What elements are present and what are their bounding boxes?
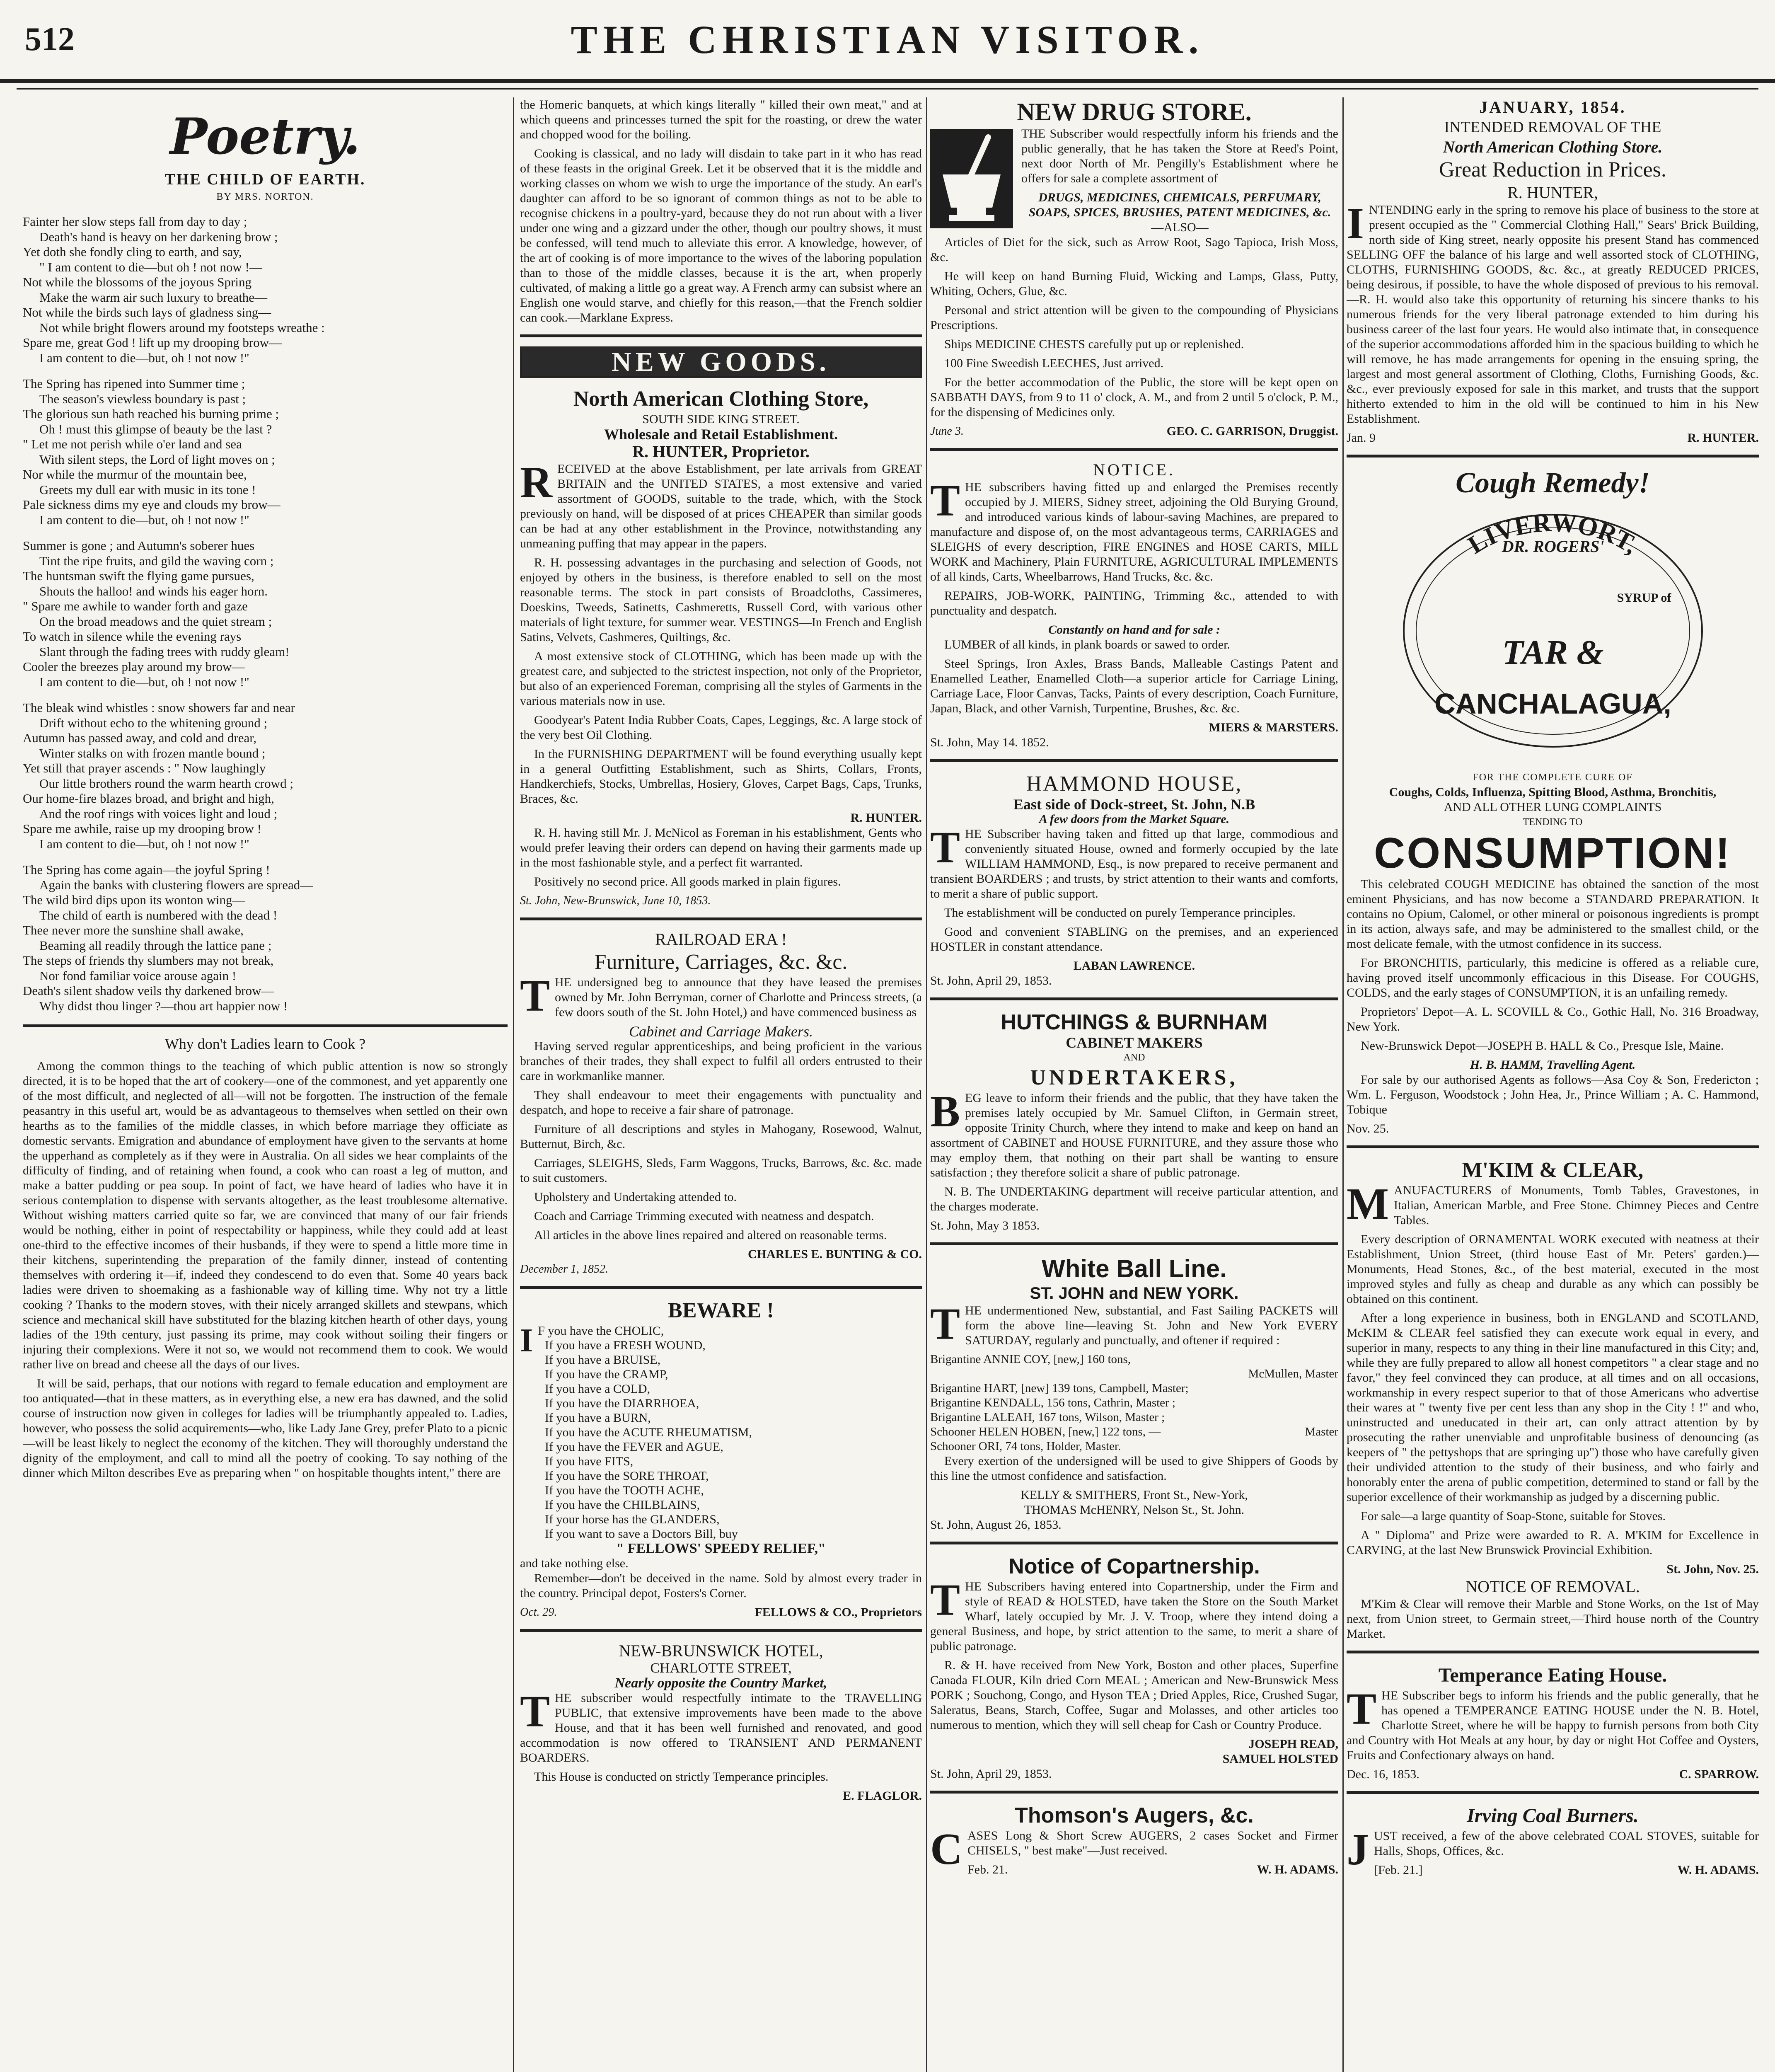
section-divider [520, 334, 922, 337]
drop-cap: B [930, 1087, 960, 1136]
hotel-title: NEW-BRUNSWICK HOTEL, [619, 1641, 823, 1660]
beware-line: If you have FITS, [545, 1455, 634, 1468]
drop-cap: C [930, 1825, 962, 1874]
beware-line: If you have the CRAMP, [545, 1368, 668, 1381]
poem-line: And the roof rings with voices light and loud ; [39, 806, 278, 821]
beware-line: If you have the DIARRHOEA, [545, 1397, 699, 1410]
paper-title: THE CHRISTIAN VISITOR. [571, 17, 1204, 62]
ad-date: St. John, Nov. 25. [1666, 1562, 1759, 1576]
ad-signature: CHARLES E. BUNTING & CO. [747, 1247, 922, 1261]
ad-paragraph: REPAIRS, JOB-WORK, PAINTING, Trimming &c., attended to with punctuality and despatch. [930, 589, 1338, 617]
hammond-title: HAMMOND HOUSE, [1026, 772, 1243, 796]
ship-row: Brigantine KENDALL, 156 tons, Cathrin, Master ; [930, 1396, 1175, 1409]
ad-paragraph [1347, 199, 1759, 426]
section-divider [1347, 455, 1759, 457]
poem-line: Nor fond familiar voice arouse again ! [39, 968, 237, 983]
liverwort-label-graphic [1395, 506, 1710, 763]
poem-line: " Spare me awhile to wander forth and gaze [23, 599, 248, 613]
ad-signature: E. FLAGLOR. [843, 1789, 922, 1803]
irving-title: Irving Coal Burners. [1467, 1805, 1639, 1827]
column-3 [930, 97, 1338, 2072]
drug-also: —ALSO— [1151, 220, 1209, 234]
ad-paragraph: New-Brunswick Depot—JOSEPH B. HALL & Co., Presque Isle, Maine. [1361, 1039, 1724, 1053]
ad-paragraph: Articles of Diet for the sick, such as Arrow Root, Sago Tapioca, Irish Moss, &c. [930, 235, 1338, 264]
poem-line: Drift without echo to the whitening ground ; [39, 715, 268, 730]
new-goods-banner: NEW GOODS. [520, 346, 922, 378]
hutchings-and: AND [1123, 1052, 1145, 1063]
column-4 [1347, 97, 1759, 2072]
notice-sub: Constantly on hand and for sale : [1048, 623, 1221, 637]
ad-paragraph: R. H. having still Mr. J. McNicol as Foreman in his establishment, Gents who would prefer leaving their orders can depend on having their garments made up in the most fashionable style, and a perfect fit warranted. [520, 826, 922, 869]
drop-cap: R [520, 458, 552, 507]
label-tar: TAR & [1502, 633, 1604, 672]
poem-line: The season's viewless boundary is past ; [39, 391, 246, 406]
hutchings-sub: CABINET MAKERS [1066, 1034, 1203, 1051]
drop-cap: T [520, 1687, 550, 1736]
ad-signature: THOMAS McHENRY, Nelson St., St. John. [1024, 1503, 1245, 1517]
essay-paragraph: Cooking is classical, and no lady will disdain to take part in it who has read of these feasts in the original Greek. Let it be observed that it is the middle and working classes on whom we wish to urge the importance of the study. An earl's daughter can afford to be so ignorant of common things as not to be able to recognise chickens in a poultry-yard, because they do not run about with a liver under one wing and a gizzard under the other, though our poultry shows, it must be confessed, will tend much to alleviate this error. A knowledge, however, of the art of cooking is of more importance to the wives of the laboring population than to those of the middle classes, because it is the art, when properly cultivated, of making a little go a great way. A French army can subsist where an English one would starve, and chiefly for this reason,—that the French soldier can cook.—Marklane Express. [520, 147, 922, 324]
store-street: SOUTH SIDE KING STREET. [642, 412, 800, 426]
whiteball-route: ST. JOHN and NEW YORK. [1030, 1284, 1239, 1302]
ad-paragraph [930, 823, 1338, 901]
beware-list [520, 1324, 922, 1541]
ad-signature: MIERS & MARSTERS. [1209, 721, 1338, 734]
poem-line: The child of earth is numbered with the dead ! [39, 908, 278, 922]
label-top: DR. ROGERS' [1502, 537, 1604, 556]
beware-tail: and take nothing else. [520, 1556, 629, 1570]
beware-line: If you have the FEVER and AGUE, [545, 1440, 723, 1454]
railroad-heading: RAILROAD ERA ! [655, 930, 787, 949]
ad-paragraph: All articles in the above lines repaired and altered on reasonable terms. [534, 1228, 887, 1242]
ad-date: St. John, April 29, 1853. [930, 974, 1052, 988]
ad-paragraph: After a long experience in business, both in ENGLAND and SCOTLAND, McKIM & CLEAR feel satisfied they can execute work equal in every, and superior in many, respects to any thing in their line manufactured in this City; and, while they are fully prepared to allow all honest competitors " a clear stage and no favor," they feel convinced they can produce, at all times and on all occasions, workmanship in every respect superior to that of those Americans who advertise their wares at " twenty five per cent less than any shop in the City ! !" and who, uninstructed and uneducated in their art, can only attract attention by by prosecuting the rather unenviable and unprofitable business of denouncing (as keepers of " the pettyshops that are springing up") those who have carefully given their undivided attention to the study of their business, and who fairly and honorably enter the arena of public competition, determined to stand or fall by the superior excellence of their workmanship as judged by a discerning public. [1347, 1311, 1759, 1504]
ship-row: Brigantine HART, [new] 139 tons, Campbell, Master; [930, 1382, 1189, 1395]
undertakers-title: UNDERTAKERS, [1030, 1066, 1238, 1089]
store-tagline: Wholesale and Retail Establishment. [604, 426, 838, 443]
removal-title-3: Great Reduction in Prices. [1439, 158, 1666, 182]
ad-paragraph: For sale—a large quantity of Soap-Stone, suitable for Stoves. [1361, 1509, 1666, 1523]
cough-also: AND ALL OTHER LUNG COMPLAINTS [1444, 800, 1662, 814]
poem-line: Tint the ripe fruits, and gild the waving corn ; [39, 553, 274, 568]
drop-cap: I [1347, 199, 1364, 248]
ad-paragraph: Personal and strict attention will be given to the compounding of Physicians Prescriptions. [930, 303, 1338, 332]
ad-signature: LABAN LAWRENCE. [1073, 959, 1195, 973]
ad-text: HE Subscriber having taken and fitted up that large, commodious and conveniently situated House, owned and formerly occupied by the late WILLIAM HAMMOND, Esq., is now prepared to receive permanent and transient BOARDERS ; and trusts, by strict attention to their wants and comforts, to merit a share of public support. [930, 827, 1338, 900]
ad-paragraph: Ships MEDICINE CHESTS carefully put up or replenished. [944, 337, 1244, 351]
poem-line: Not while the birds such lays of gladness sing— [23, 305, 271, 320]
column-1 [23, 97, 508, 2072]
beware-text: F you have the CHOLIC, [538, 1324, 664, 1338]
ad-paragraph [1347, 1179, 1759, 1229]
ad-date: Dec. 16, 1853. [1347, 1767, 1420, 1781]
hotel-street: CHARLOTTE STREET, [650, 1661, 792, 1676]
poem-line: I am content to die—but, oh ! not now !" [39, 350, 249, 365]
section-divider [930, 1242, 1338, 1245]
ad-text: HE subscribers having fitted up and enlarged the Premises recently occupied by J. MIERS, Sidney street, adjoining the Old Burying Ground, and introduced various kinds of labour-saving Machines, are prepared to manufacture and dispose of, on the most advantageous terms, CARRIAGES and SLEIGHS of every description, FIRE ENGINES and HOSE CARTS, MILL WORK and Machinery, Plain FURNITURE, AGRICULTURAL IMPLEMENTS of all kinds, Carts, Wheelbarrows, Hand Trucks, &c. &c. [930, 480, 1338, 583]
ad-paragraph: He will keep on hand Burning Fluid, Wicking and Lamps, Glass, Putty, Whiting, Ochers, Glue, &c. [930, 269, 1338, 298]
hammond-sub: A few doors from the Market Square. [1039, 812, 1230, 826]
ad-paragraph: Every exertion of the undersigned will be used to give Shippers of Goods by this line the utmost confidence and satisfaction. [930, 1454, 1338, 1483]
ad-paragraph [930, 1576, 1338, 1654]
ad-paragraph: 100 Fine Sweedish LEECHES, Just arrived. [944, 356, 1164, 370]
poem-line: With silent steps, the Lord of light moves on ; [39, 452, 275, 467]
poem-line: Summer is gone ; and Autumn's soberer hues [23, 538, 255, 553]
ship-row: Schooner ORI, 74 tons, Holder, Master. [930, 1440, 1121, 1453]
poem-author: BY MRS. NORTON. [216, 191, 314, 202]
ad-text: HE subscriber would respectfully intimate to the TRAVELLING PUBLIC, that extensive improvements have been made to the above House, and that it has been well furnished and renovated, and good accommodation is now offered to TRANSIENT AND PERMANENT BOARDERS. [520, 1691, 922, 1765]
ad-paragraph: Remember—don't be deceived in the name. Sold by almost every trader in the country. Principal depot, Fosters's Corner. [520, 1571, 922, 1600]
cough-remedy-title: Cough Remedy! [1456, 467, 1650, 499]
ad-paragraph: Every description of ORNAMENTAL WORK executed with neatness at their Establishment, Union Street, (third house East of Mr. Peters' garden.)—Monuments, Head Stones, &c., of the best material, executed in the most improved styles and fully as cheap and durable as any which can possibly be obtained on this continent. [1347, 1232, 1759, 1306]
ad-paragraph: This House is conducted on strictly Temperance principles. [534, 1770, 829, 1784]
poem-line: Yet still that prayer ascends : " Now laughingly [23, 761, 266, 775]
poem-line: Yet doth she fondly cling to earth, and say, [23, 244, 242, 259]
poem-line: Thee never more the sunshine shall awake, [23, 923, 244, 937]
beware-line: If you have a BRUISE, [545, 1353, 661, 1367]
drug-store-title: NEW DRUG STORE. [1017, 98, 1252, 126]
poem-line: Why didst thou linger ?—thou art happier now ! [39, 998, 288, 1013]
poem-line: Spare me, great God ! lift up my drooping brow— [23, 335, 282, 350]
drop-cap: T [930, 1576, 960, 1625]
poetry-heading: Poetry. [170, 107, 360, 166]
copart-title: Notice of Copartnership. [1008, 1554, 1260, 1578]
drop-cap: T [930, 476, 960, 525]
beware-line: If your horse has the GLANDERS, [545, 1513, 720, 1526]
ad-text: HE Subscriber begs to inform his friends and the public generally, that he has opened a TEMPERANCE EATING HOUSE under the N. B. Hotel, Charlotte Street, where he will be happy to furnish persons from both City and Country with Hot Meals at any hour, by day or night Hot Coffee and Oysters, Fruits and Confectionary always on hand. [1347, 1689, 1759, 1762]
ad-footer [967, 1862, 1338, 1877]
ad-signature: R. HUNTER. [1687, 431, 1759, 445]
poem-line: Winter stalks on with frozen mantle bound ; [39, 746, 266, 760]
poem-line: Our little brothers round the warm hearth crowd ; [39, 776, 293, 791]
beware-heading: BEWARE ! [668, 1299, 774, 1322]
drop-cap: J [1347, 1825, 1369, 1874]
ad-paragraph: Having served regular apprenticeships, and being proficient in the various branches of their trades, they shall expect to fulfil all orders entrusted to their care in workmanlike manner. [520, 1039, 922, 1083]
ship-row: McMullen, Master [1248, 1367, 1338, 1380]
ad-paragraph: N. B. The UNDERTAKING department will receive particular attention, and the charges moderate. [930, 1185, 1338, 1213]
page-number: 512 [25, 21, 75, 58]
essay-paragraph: Among the common things to the teaching of which public attention is now so strongly directed, it is to be hoped that the art of cookery—one of the commonest, and yet apparently one of the most difficult, and neglected of all—will not be forgotten. The instruction of the female peasantry in this useful art, would be as advantageous to themselves when settled on their own hearths as to the families of the middle classes, in which before marriage they officiate as domestic servants. Emigration and abundance of employment have given to the servants at home the upperhand as completely as if they were in Australia. On all sides we hear complaints of the difficulty of finding, and of retaining when found, a cook who can roast a leg of mutton, and make a batter pudding or pea soup. In point of fact, we have heard of ladies who have it in serious contemplation to dispense with servants altogether, as the least troublesome alternative. Without wishing matters carried quite so far, we are convinced that many of our fair friends would be nothing, either in point of respectability or happiness, while they could add at least one-third to the effective incomes of their husbands, if they were to spend a little more time in their kitchens, superintending the preparation of the family dinner, instead of contenting themselves with ordering it—if, indeed they condescend to do even that. Some 40 years back ladies were driven to shoemaking as a fashionable way of killing time. Why not try a little cooking ? Thanks to the modern stoves, with their nicely arranged skillets and stewpans, which science and mechanical skill have substituted for the blazing kitchen hearth of other days, young ladies of the 19th century, just passing its prime, may cook without soiling their fingers or injuring their complexions. Were it not so, we would not recommend them to cook. We would rather live on bread and cheese all the days of our lives. [23, 1059, 508, 1371]
section-divider [930, 1791, 1338, 1794]
ad-signature: W. H. ADAMS. [1677, 1863, 1759, 1877]
ad-paragraph: A " Diploma" and Prize were awarded to R. A. M'KIM for Excellence in CARVING, at the last New Brunswick Provincial Exhibition. [1347, 1528, 1759, 1557]
consumption-heading: CONSUMPTION! [1374, 829, 1731, 877]
store-proprietor: R. HUNTER, Proprietor. [632, 442, 810, 461]
poem-line: " I am content to die—but oh ! not now !— [39, 259, 262, 274]
poem-line: The bleak wind whistles : snow showers far and near [23, 700, 295, 715]
ad-paragraph: Proprietors' Depot—A. L. SCOVILL & Co., Gothic Hall, No. 316 Broadway, New York. [1347, 1005, 1759, 1034]
column-rule [513, 97, 514, 2072]
ad-signature: SAMUEL HOLSTED [1222, 1752, 1338, 1766]
section-divider [520, 917, 922, 920]
ad-paragraph: Goodyear's Patent India Rubber Coats, Capes, Leggings, &c. A large stock of the very best Oil Clothing. [520, 713, 922, 742]
ad-footer [1347, 1767, 1759, 1782]
section-divider [930, 759, 1338, 762]
ad-date: St. John, New-Brunswick, June 10, 1853. [520, 894, 711, 907]
notice-heading: NOTICE. [1093, 460, 1175, 479]
drop-cap: T [520, 971, 550, 1021]
beware-line: If you have the ACUTE RHEUMATISM, [545, 1426, 752, 1439]
section-divider [520, 1286, 922, 1289]
ad-text: NTENDING early in the spring to remove his place of business to the store at present occupied as the " Commercial Clothing Hall," Sears' Brick Building, north side of King street, nearly opposite his present Stand has commenced SELLING OFF the balance of his large and well assorted stock of CLOTHING, CLOTHS, FURNISHING GOODS, &c. &c., at greatly REDUCED PRICES, being desirous, if possible, to have the whole disposed of previous to his removal.—R. H. would also take this opportunity of returning his sincere thanks to his numerous friends for the very liberal patronage extended to him during his business career of the last four years. He would also intimate that, in consequence of the superior accommodations afforded him in the spacious building to which he will remove, he has made arrangements for opening in the ensuing spring, the largest and most general assortment of Clothing, Cloths, Furnishing Goods, &c. &c., ever previously exposed for sale in this market, and trusts that the support hitherto extended to him in the old will be continued to him in his New Establishment. [1347, 203, 1759, 426]
essay-title: Why don't Ladies learn to Cook ? [164, 1036, 366, 1052]
poem-line: The wild bird dips upon its wonton wing— [23, 893, 245, 907]
ad-paragraph [520, 1687, 922, 1765]
poem-line: The glorious sun hath reached his burning prime ; [23, 407, 279, 421]
temperance-title: Temperance Eating House. [1438, 1664, 1667, 1686]
thomson-title: Thomson's Augers, &c. [1015, 1803, 1254, 1828]
ad-date: St. John, May 3 1853. [930, 1219, 1040, 1232]
drug-items: DRUGS, MEDICINES, CHEMICALS, PERFUMARY, SOAPS, SPICES, BRUSHES, PATENT MEDICINES, &c. [1028, 191, 1331, 219]
ad-footer [1374, 1863, 1759, 1878]
store-name: North American Clothing Store, [573, 387, 869, 411]
poem-stanza [23, 700, 508, 852]
mortar-pestle-illustration [930, 129, 1013, 228]
poem-stanza [23, 214, 508, 366]
ad-paragraph [930, 476, 1338, 584]
cough-tending: TENDING TO [1523, 817, 1583, 828]
poem-line: The huntsman swift the flying game pursues, [23, 569, 254, 583]
drop-cap: T [1347, 1685, 1377, 1734]
ad-paragraph: Good and convenient STABLING on the premises, and an experienced HOSTLER in constant attendance. [930, 925, 1338, 954]
ad-paragraph: LUMBER of all kinds, in plank boards or sawed to order. [944, 638, 1230, 651]
poem-line: The steps of friends thy slumbers may not break, [23, 953, 274, 968]
section-divider [23, 1024, 508, 1027]
ad-paragraph [520, 458, 922, 551]
beware-line: If you have the CHILBLAINS, [545, 1498, 700, 1512]
poem-line: Not while bright flowers around my footsteps wreathe : [39, 320, 325, 335]
poem-line: To watch in silence while the evening rays [23, 629, 242, 644]
ad-paragraph: A most extensive stock of CLOTHING, which has been made up with the greatest care, and subjected to the strictest inspection, not only of the Proprietor, but also of an experienced Foreman, comprising all the styles of Garments in the various materials now in use. [520, 649, 922, 708]
ad-text: ECEIVED at the above Establishment, per late arrivals from GREAT BRITAIN and the UNITED STATES, a most extensive and varied assortment of GOODS, suitable to the trade, which, with the Stock previously on hand, will be disposed of at prices CHEAPER than similar goods can be had at any other establishment in the Province, notwithstanding any unmeaning puffing that may appear in the papers. [520, 462, 922, 550]
ad-paragraph: Furniture of all descriptions and styles in Mahogany, Rosewood, Walnut, Butternut, Birch, &c. [520, 1122, 922, 1151]
beware-line: If you have the TOOTH ACHE, [545, 1484, 704, 1497]
ad-paragraph: Carriages, SLEIGHS, Sleds, Farm Waggons, Trucks, Barrows, &c. &c. made to suit customers. [520, 1156, 922, 1185]
removal-title: INTENDED REMOVAL OF THE [1444, 119, 1661, 136]
ad-date: Feb. 21. [967, 1863, 1008, 1876]
ad-signature: C. SPARROW. [1679, 1767, 1759, 1781]
poem-line: I am content to die—but, oh ! not now !" [39, 836, 249, 851]
ad-paragraph: R. H. possessing advantages in the purchasing and selection of Goods, not enjoyed by others in the business, is therefore enabled to sell on the most reasonable terms. The stock in part consists of Broadcloths, Cassimeres, Doeskins, Tweeds, Satinetts, Cashmeretts, Russell Cord, with various other materials of light texture, for summer wear. VESTINGS—In French and English Satins, Velvets, Cashmeres, Quiltings, &c. [520, 556, 922, 644]
poem-stanza [23, 862, 508, 1014]
date-heading: JANUARY, 1854. [1479, 98, 1626, 116]
drop-cap: T [930, 823, 960, 872]
ad-date: St. John, August 26, 1853. [930, 1518, 1062, 1532]
ad-date: Nov. 25. [1347, 1122, 1389, 1135]
poem-line: Fainter her slow steps fall from day to day ; [23, 214, 247, 229]
poem-line: On the broad meadows and the quiet stream ; [39, 614, 272, 629]
label-syrup: SYRUP of [1617, 591, 1671, 605]
ad-text: HE Subscribers having entered into Copartnership, under the Firm and style of READ & HOLSTED, have taken the Store on the South Market Wharf, lately occupied by Mr. J. V. Troop, where they intend doing a general Business, and hope, by strict attention to the same, to merit a share of public patronage. [930, 1580, 1338, 1653]
ad-paragraph: THE Subscriber would respectfully inform his friends and the public generally, that he has taken the Store at Reed's Point, next door North of Mr. Pengilly's Establishment where he offers for sale a complete assortment of [1021, 127, 1338, 185]
section-divider [930, 1542, 1338, 1544]
hammond-address: East side of Dock-street, St. John, N.B [1013, 796, 1255, 813]
ad-paragraph [930, 1087, 1338, 1180]
removal-title-2: North American Clothing Store. [1443, 138, 1663, 156]
ad-paragraph: For the better accommodation of the Public, the store will be kept open on SABBATH DAYS, from 9 to 11 o' clock, A. M., and from 2 until 5 o'clock, P. M., for the dispensing of Medicines only. [930, 375, 1338, 419]
poem-line: I am content to die—but, oh ! not now !" [39, 512, 249, 527]
section-divider [520, 1629, 922, 1632]
ad-paragraph [930, 1300, 1338, 1349]
ad-paragraph: Coach and Carriage Trimming executed with neatness and despatch. [534, 1209, 874, 1223]
cough-for: FOR THE COMPLETE CURE OF [1473, 772, 1633, 783]
ship-row: Brigantine LALEAH, 167 tons, Wilson, Master ; [930, 1411, 1165, 1424]
mckim-title: M'KIM & CLEAR, [1462, 1158, 1644, 1182]
ad-paragraph [520, 971, 922, 1021]
ad-footer [520, 1605, 922, 1620]
ship-row: Schooner HELEN HOBEN, [new,] 122 tons, — Master [930, 1425, 1338, 1438]
ad-paragraph: Steel Springs, Iron Axles, Brass Bands, Malleable Castings Patent and Enamelled Leather, Enamelled Cloth—a superior article for Carriage Lining, Carriage Lace, Floor Canvas, Tacks, Paints of every description, Coach Furniture, Japan, Black, and other Varnish, Turpentine, Brushes, &c. &c. [930, 657, 1338, 715]
ad-paragraph: For sale by our authorised Agents as follows—Asa Coy & Son, Fredericton ; Wm. L. Ferguson, Woodstock ; John Hea, Jr., Prince William ; A. C. Hammond, Tobique [1347, 1073, 1759, 1116]
poem-line: Greets my dull ear with music in its tone ! [39, 482, 256, 497]
poem-line: Make the warm air such luxury to breathe— [39, 290, 268, 305]
drop-cap: T [930, 1300, 960, 1349]
ship-list [930, 1352, 1338, 1454]
ad-text: HE undersigned beg to announce that they have leased the premises owned by Mr. John Berryman, corner of Charlotte and Princess streets, (a few doors south of the St. John Hotel,) and have commenced business as [555, 975, 922, 1019]
beware-line: If you have a BURN, [545, 1411, 651, 1425]
ad-signature: KELLY & SMITHERS, Front St., New-York, [1021, 1488, 1248, 1502]
hutchings-title: HUTCHINGS & BURNHAM [1001, 1010, 1268, 1034]
beware-line: If you have a COLD, [545, 1382, 651, 1396]
poem-line: Beaming all readily through the lattice pane ; [39, 938, 272, 953]
column-2 [520, 97, 922, 2072]
ad-signature: W. H. ADAMS. [1257, 1863, 1338, 1876]
masthead-rule [17, 88, 1758, 90]
hotel-sub: Nearly opposite the Country Market, [614, 1675, 827, 1691]
ad-date: [Feb. 21.] [1374, 1863, 1423, 1877]
beware-line: If you have the SORE THROAT, [545, 1469, 709, 1483]
poem-line: Not while the blossoms of the joyous Spring [23, 275, 251, 289]
poem-line: Autumn has passed away, and cold and drear, [23, 731, 257, 745]
product-name: " FELLOWS' SPEEDY RELIEF," [616, 1541, 826, 1556]
poem-line: Shouts the halloo! and winds his eager horn. [39, 583, 268, 598]
ad-paragraph: They shall endeavour to meet their engagements with punctuality and despatch, and hope to receive a fair share of patronage. [520, 1088, 922, 1117]
ad-text: ANUFACTURERS of Monuments, Tomb Tables, Gravestones, in Italian, American Marble, and Free Stone. Chimney Pieces and Centre Tables. [1393, 1184, 1759, 1227]
ad-paragraph: R. & H. have received from New York, Boston and other places, Superfine Canada FLOUR, Kiln dried Corn MEAL ; American and New-Brunswick Mess PORK ; Souchong, Congo, and Hyson TEA ; Dried Apples, Rice, Crushed Sugar, Saleratus, Beans, Starch, Coffee, Sugar and Molasses, and other articles too numerous to mention, which they will sell cheap for Cash or Country Produce. [930, 1658, 1338, 1732]
poem-line: Slant through the fading trees with ruddy gleam! [39, 644, 290, 659]
ad-text: HE undermentioned New, substantial, and Fast Sailing PACKETS will form the above line—leaving St. John and New York EVERY SATURDAY, regularly and punctually, and oftener if required : [965, 1304, 1338, 1347]
section-divider [1347, 1791, 1759, 1794]
poem-line: " Let me not perish while o'er land and sea [23, 437, 242, 451]
poem-line: Cooler the breezes play around my brow— [23, 659, 245, 674]
poem-line: Death's silent shadow veils thy darkened brow— [23, 983, 274, 998]
ad-paragraph: Positively no second price. All goods marked in plain figures. [534, 875, 841, 888]
ad-date: June 3. [930, 425, 964, 438]
section-divider [1347, 1651, 1759, 1653]
poem-line: Death's hand is heavy on her darkening brow ; [39, 229, 278, 244]
essay-paragraph: It will be said, perhaps, that our notions with regard to female education and employment are too antiquated—that in these matters, as in everything else, a new era has dawned, and the solid course of instruction now given in colleges for ladies will be triumphantly appealed to. Ladies, however, who possess the solid acquirements—who, like Lady Jane Grey, prefer Plato to a picnic—will be least likely to neglect the economy of the kitchen. They will thoroughly understand the dignity of the employment, and call to mind all the poetry of cooking. To say nothing of the dinner which Milton describes Eve as preparing when " on hospitable thoughts intent," there are [23, 1377, 508, 1480]
ad-paragraph: The establishment will be conducted on purely Temperance principles. [944, 906, 1296, 920]
ship-row: Brigantine ANNIE COY, [new,] 160 tons, [930, 1353, 1131, 1366]
ad-text: UST received, a few of the above celebrated COAL STOVES, suitable for Halls, Shops, Offices, &c. [1374, 1829, 1759, 1858]
ad-signature: FELLOWS & CO., Proprietors [754, 1605, 922, 1619]
whiteball-title: White Ball Line. [1042, 1255, 1227, 1283]
ad-signature: JOSEPH READ, [1248, 1737, 1338, 1751]
ad-date: Oct. 29. [520, 1606, 557, 1619]
poem-stanza [23, 376, 508, 528]
poem-line: Again the banks with clustering flowers are spread— [39, 877, 313, 892]
poem-line: Pale sickness dims my eye and clouds my brow— [23, 497, 281, 512]
essay-continuation: the Homeric banquets, at which kings literally " killed their own meat," and at which queens and princesses turned the spit for the roasting, or drew the water and chopped wood for the boiling. [520, 98, 922, 141]
removal-name: R. HUNTER, [1507, 183, 1598, 202]
masthead [0, 0, 1775, 83]
ad-date: Jan. 9 [1347, 431, 1376, 445]
railroad-title: Furniture, Carriages, &c. &c. [594, 950, 848, 974]
ad-date: December 1, 1852. [520, 1263, 609, 1276]
label-bottom: CANCHALAGUA, [1434, 687, 1671, 720]
ad-text: EG leave to inform their friends and the public, that they have taken the premises lately occupied by Mr. Samuel Clifton, in Germain street, opposite Trinity Church, where they intend to make and keep on hand an assortment of CABINET and HOUSE FURNITURE, and they assure those who may employ them, that nothing on their part shall be wanting to ensure satisfaction ; they therefore solicit a share of public patronage. [930, 1091, 1338, 1179]
ad-footer [1347, 431, 1759, 445]
ad-signature: R. HUNTER. [850, 811, 922, 825]
ad-text: ASES Long & Short Screw AUGERS, 2 cases Socket and Firmer CHISELS, " best make"—Just received. [967, 1829, 1338, 1857]
poem-line: Nor while the murmur of the mountain bee, [23, 467, 247, 482]
section-divider [930, 997, 1338, 1000]
column-rule [1342, 97, 1344, 2072]
ad-signature: GEO. C. GARRISON, Druggist. [1166, 424, 1338, 438]
business-type: Cabinet and Carriage Makers. [629, 1023, 813, 1040]
ad-paragraph: This celebrated COUGH MEDICINE has obtained the sanction of the most eminent Physicians, and has now become a STANDARD PREPARATION. It contains no Opium, Calomel, or other mineral or poisonous ingredients is prompt in its action, always safe, and may be administered to the smallest child, or the most delicate female, with the utmost confidence in its success. [1347, 877, 1759, 951]
poem-line: The Spring has ripened into Summer time ; [23, 376, 245, 391]
cough-agent: H. B. HAMM, Travelling Agent. [1470, 1058, 1636, 1072]
ad-paragraph: Upholstery and Undertaking attended to. [534, 1190, 737, 1204]
drop-cap: I [520, 1322, 533, 1359]
ad-paragraph: M'Kim & Clear will remove their Marble and Stone Works, on the 1st of May next, from Union street, to Germain street,—Third house north of the Country Market. [1347, 1597, 1759, 1641]
poem-stanza [23, 538, 508, 690]
label-main: LIVERWORT, [1463, 508, 1644, 560]
cough-diseases: Coughs, Colds, Influenza, Spitting Blood, Asthma, Bronchitis, [1389, 785, 1717, 799]
beware-line: If you have a FRESH WOUND, [545, 1339, 706, 1352]
poem-line: Oh ! must this glimpse of beauty be the last ? [39, 421, 272, 436]
poem-title: THE CHILD OF EARTH. [164, 171, 366, 188]
poem-line: I am content to die—but, oh ! not now !" [39, 674, 249, 689]
ad-paragraph [1347, 1685, 1759, 1763]
column-rule [926, 97, 927, 2072]
poem-line: Spare me awhile, raise up my drooping brow ! [23, 821, 261, 836]
beware-line: If you want to save a Doctors Bill, buy [545, 1527, 738, 1541]
poem-line: The Spring has come again—the joyful Spring ! [23, 862, 270, 877]
poem-line: Our home-fire blazes broad, and bright and high, [23, 791, 274, 806]
section-divider [1347, 1145, 1759, 1148]
ad-paragraph: In the FURNISHING DEPARTMENT will be found everything usually kept in a general Outfitting Establishment, such as Shirts, Collars, Fronts, Handkerchiefs, Stocks, Umbrellas, Hosiery, Gloves, Carpet Bags, Caps, Trunks, Braces, &c. [520, 747, 922, 806]
ad-date: St. John, April 29, 1853. [930, 1767, 1052, 1781]
section-divider [930, 448, 1338, 451]
ad-paragraph: For BRONCHITIS, particularly, this medicine is offered as a reliable cure, having proved itself uncommonly efficacious in this Disease. For COUGHS, COLDS, and the early stages of CONSUMPTION, it is an unfailing remedy. [1347, 956, 1759, 1000]
drop-cap: M [1347, 1179, 1389, 1229]
ad-date: St. John, May 14. 1852. [930, 736, 1049, 749]
ad-footer [930, 424, 1338, 439]
removal-notice-title: NOTICE OF REMOVAL. [1465, 1577, 1640, 1596]
